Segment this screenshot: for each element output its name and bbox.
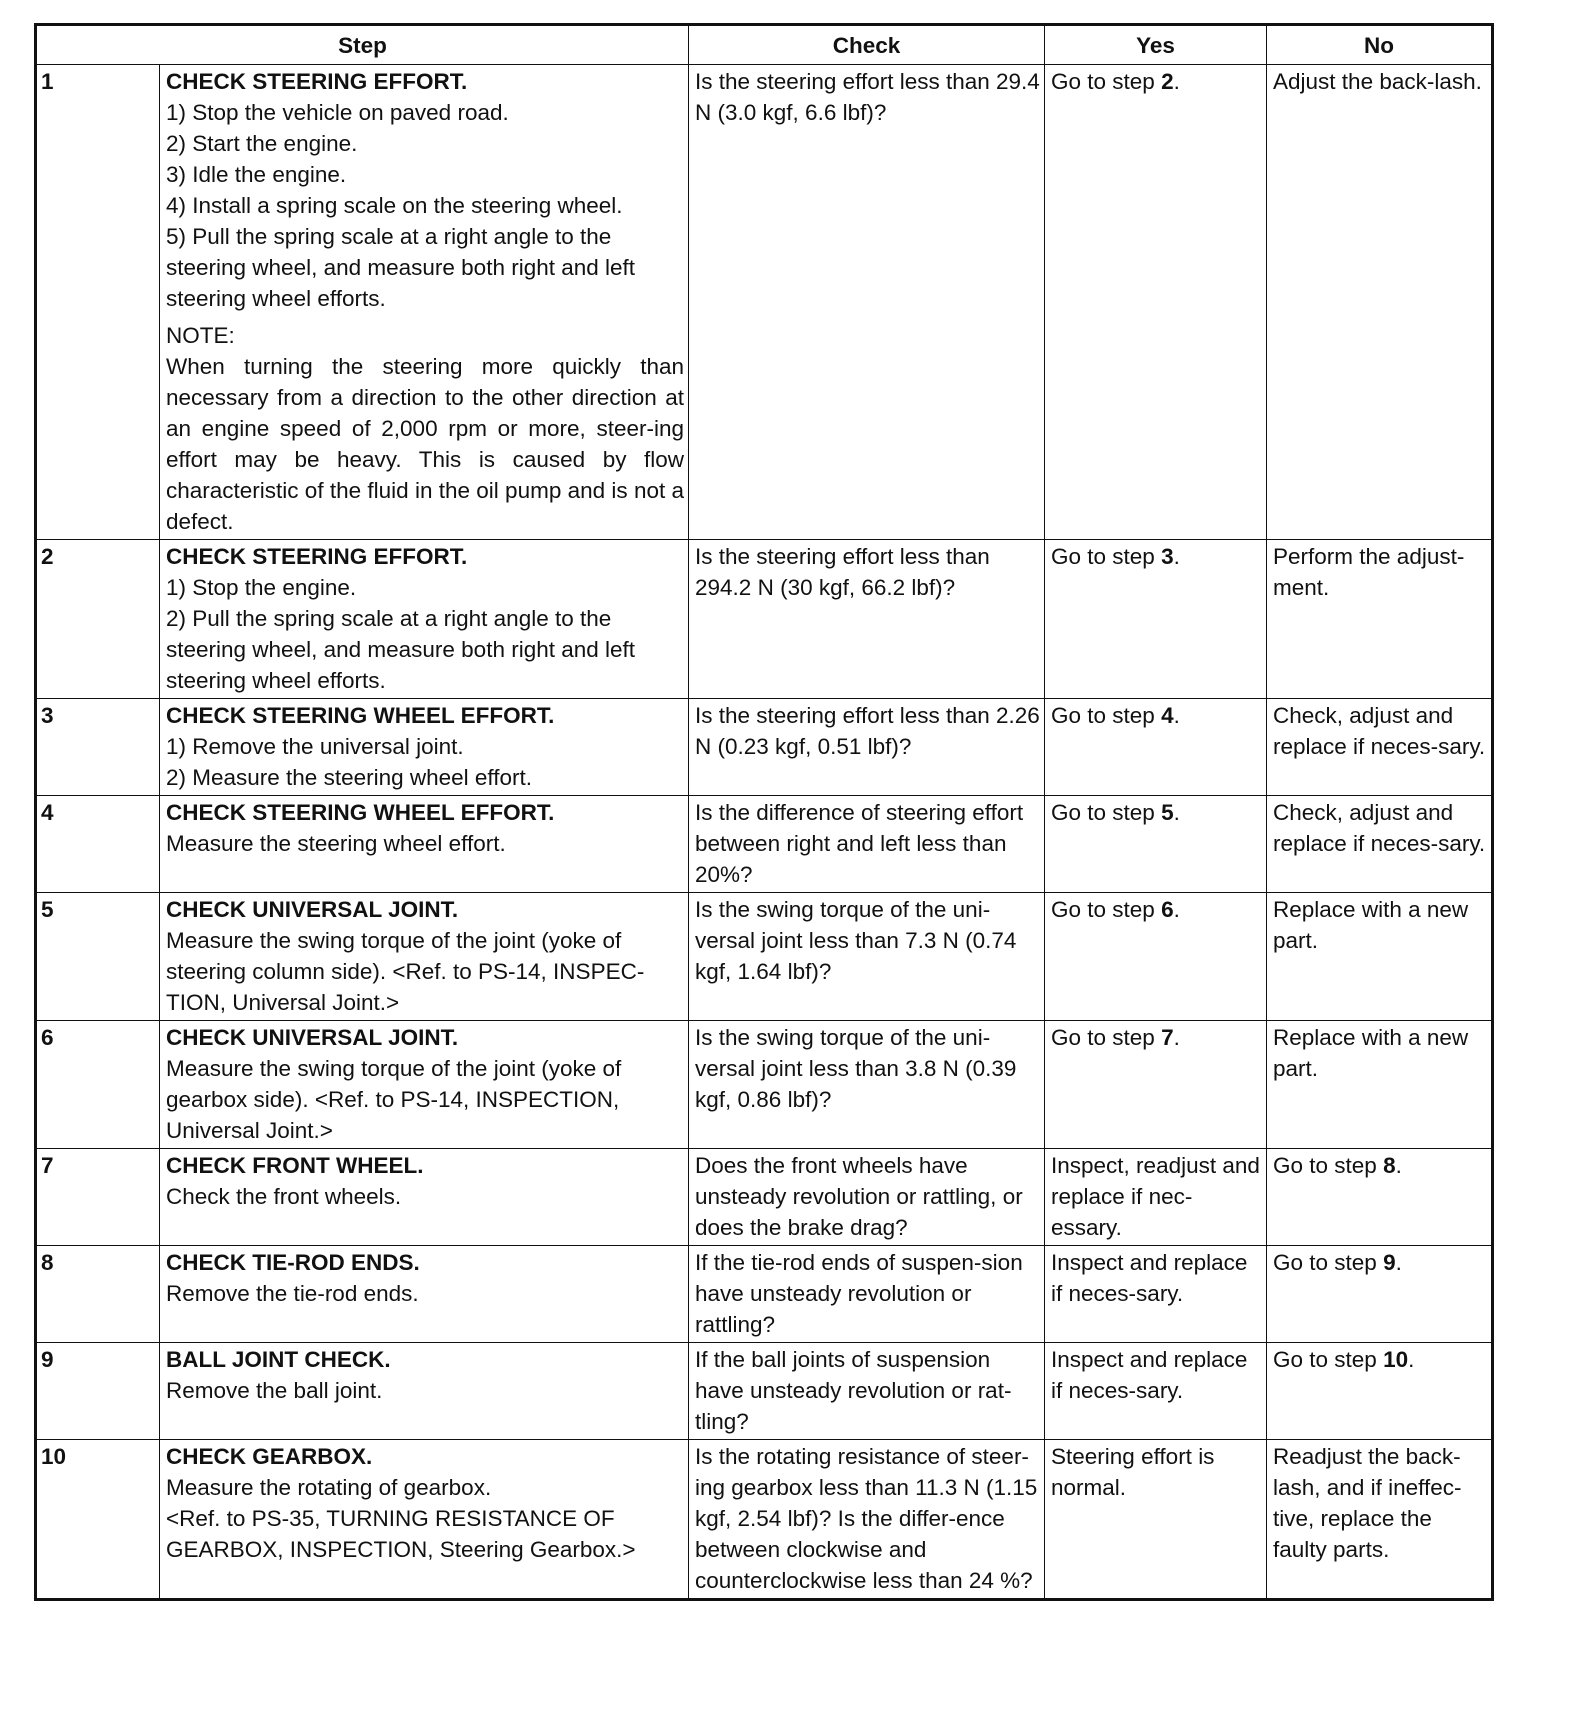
no-suffix: . (1395, 1250, 1402, 1275)
step-cell (160, 699, 689, 796)
yes-step-ref: 3 (1161, 544, 1174, 569)
no-step-ref: 10 (1383, 1347, 1409, 1372)
no-prefix: Go to step (1273, 1250, 1384, 1275)
table-row (36, 1343, 1493, 1440)
step-cell (160, 65, 689, 540)
step-title: CHECK UNIVERSAL JOINT. (166, 1025, 459, 1050)
yes-step-ref: 7 (1161, 1025, 1174, 1050)
yes-cell (1045, 796, 1267, 893)
step-cell (160, 893, 689, 1021)
step-cell (160, 1021, 689, 1149)
no-cell (1267, 893, 1493, 1021)
yes-suffix: . (1173, 897, 1180, 922)
no-text: Replace with a new part. (1273, 1025, 1469, 1081)
step-number: 6 (36, 1021, 160, 1149)
step-title: CHECK FRONT WHEEL. (166, 1153, 424, 1178)
check-text: Does the front wheels have unsteady revolution or rattling, or does the brake drag? (695, 1153, 1023, 1240)
no-step-ref: 9 (1383, 1250, 1396, 1275)
check-cell (689, 540, 1045, 699)
column-header-no: No (1267, 25, 1493, 65)
no-cell (1267, 699, 1493, 796)
column-header-yes: Yes (1045, 25, 1267, 65)
yes-suffix: . (1173, 800, 1180, 825)
yes-prefix: Go to step (1051, 69, 1162, 94)
check-cell (689, 1149, 1045, 1246)
step-cell (160, 1149, 689, 1246)
no-cell (1267, 1440, 1493, 1600)
step-cell (160, 540, 689, 699)
check-cell (689, 65, 1045, 540)
step-number: 2 (36, 540, 160, 699)
yes-step-ref: 4 (1161, 703, 1174, 728)
check-cell (689, 1021, 1045, 1149)
yes-cell (1045, 699, 1267, 796)
step-number: 5 (36, 893, 160, 1021)
step-number: 9 (36, 1343, 160, 1440)
step-cell (160, 796, 689, 893)
step-title: CHECK TIE-ROD ENDS. (166, 1250, 420, 1275)
yes-cell (1045, 893, 1267, 1021)
note-label: NOTE: (166, 323, 235, 348)
no-text: Check, adjust and replace if neces-sary. (1273, 703, 1486, 759)
yes-prefix: Go to step (1051, 703, 1162, 728)
no-text: Replace with a new part. (1273, 897, 1469, 953)
substep: 1) Stop the engine. (166, 575, 357, 600)
yes-suffix: . (1173, 703, 1180, 728)
step-number: 3 (36, 699, 160, 796)
step-body: Check the front wheels. (166, 1184, 402, 1209)
yes-cell (1045, 1021, 1267, 1149)
check-cell (689, 1343, 1045, 1440)
column-header-check: Check (689, 25, 1045, 65)
yes-cell (1045, 1149, 1267, 1246)
check-cell (689, 699, 1045, 796)
step-title: CHECK STEERING WHEEL EFFORT. (166, 800, 555, 825)
step-cell (160, 1440, 689, 1600)
no-suffix: . (1408, 1347, 1415, 1372)
table-row (36, 65, 1493, 540)
substep: 2) Pull the spring scale at a right angle to the steering wheel, and measure both right and left steering wheel efforts. (166, 606, 636, 693)
yes-prefix: Go to step (1051, 800, 1162, 825)
step-title: CHECK UNIVERSAL JOINT. (166, 897, 459, 922)
yes-cell (1045, 1246, 1267, 1343)
note-text: When turning the steering more quickly than necessary from a direction to the other direction at an engine speed of 2,000 rpm or more, steer-ing effort may be heavy. This is caused by flow characteristic of the fluid in the oil pump and is not a defect. (166, 354, 685, 534)
table-row (36, 540, 1493, 699)
yes-text: Inspect and replace if neces-sary. (1051, 1347, 1248, 1403)
step-body: Remove the ball joint. (166, 1378, 383, 1403)
substep: 1) Stop the vehicle on paved road. (166, 100, 509, 125)
no-text: Perform the adjust-ment. (1273, 544, 1465, 600)
yes-suffix: . (1173, 544, 1180, 569)
no-prefix: Go to step (1273, 1347, 1384, 1372)
check-text: Is the steering effort less than 29.4 N (3.0 kgf, 6.6 lbf)? (695, 69, 1040, 125)
substep: 2) Start the engine. (166, 131, 358, 156)
step-number: 10 (36, 1440, 160, 1600)
yes-cell (1045, 1343, 1267, 1440)
check-cell (689, 796, 1045, 893)
step-title: CHECK STEERING EFFORT. (166, 544, 468, 569)
yes-text: Steering effort is normal. (1051, 1444, 1215, 1500)
check-cell (689, 893, 1045, 1021)
no-cell (1267, 1246, 1493, 1343)
no-cell (1267, 65, 1493, 540)
yes-step-ref: 2 (1161, 69, 1174, 94)
no-cell (1267, 1149, 1493, 1246)
check-text: Is the swing torque of the uni-versal joint less than 3.8 N (0.39 kgf, 0.86 lbf)? (695, 1025, 1017, 1112)
substep: 3) Idle the engine. (166, 162, 347, 187)
step-title: BALL JOINT CHECK. (166, 1347, 391, 1372)
table-row (36, 1021, 1493, 1149)
table-row (36, 796, 1493, 893)
diagnosis-table (34, 23, 1494, 1601)
table-row (36, 699, 1493, 796)
step-number: 8 (36, 1246, 160, 1343)
no-text: Check, adjust and replace if neces-sary. (1273, 800, 1486, 856)
step-cell (160, 1343, 689, 1440)
no-prefix: Go to step (1273, 1153, 1384, 1178)
no-cell (1267, 1343, 1493, 1440)
yes-suffix: . (1173, 69, 1180, 94)
check-text: Is the steering effort less than 294.2 N (30 kgf, 66.2 lbf)? (695, 544, 990, 600)
table-row (36, 1440, 1493, 1600)
no-text: Adjust the back-lash. (1273, 69, 1482, 94)
substep: 4) Install a spring scale on the steering wheel. (166, 193, 623, 218)
step-number: 4 (36, 796, 160, 893)
step-body: Measure the swing torque of the joint (yoke of gearbox side). <Ref. to PS-14, INSPECTION, Universal Joint.> (166, 1056, 622, 1143)
check-text: If the tie-rod ends of suspen-sion have unsteady revolution or rattling? (695, 1250, 1023, 1337)
step-body: Remove the tie-rod ends. (166, 1281, 419, 1306)
step-title: CHECK STEERING WHEEL EFFORT. (166, 703, 555, 728)
check-text: Is the swing torque of the uni-versal joint less than 7.3 N (0.74 kgf, 1.64 lbf)? (695, 897, 1017, 984)
table-row (36, 1149, 1493, 1246)
yes-step-ref: 5 (1161, 800, 1174, 825)
yes-suffix: . (1173, 1025, 1180, 1050)
step-title: CHECK GEARBOX. (166, 1444, 373, 1469)
check-cell (689, 1246, 1045, 1343)
column-header-step: Step (36, 25, 689, 65)
no-cell (1267, 796, 1493, 893)
yes-prefix: Go to step (1051, 897, 1162, 922)
yes-text: Inspect and replace if neces-sary. (1051, 1250, 1248, 1306)
substep: 2) Measure the steering wheel effort. (166, 765, 533, 790)
table-row (36, 893, 1493, 1021)
check-text: Is the steering effort less than 2.26 N (0.23 kgf, 0.51 lbf)? (695, 703, 1040, 759)
step-cell (160, 1246, 689, 1343)
yes-prefix: Go to step (1051, 544, 1162, 569)
yes-cell (1045, 1440, 1267, 1600)
yes-prefix: Go to step (1051, 1025, 1162, 1050)
no-step-ref: 8 (1383, 1153, 1396, 1178)
check-cell (689, 1440, 1045, 1600)
no-cell (1267, 1021, 1493, 1149)
step-number: 7 (36, 1149, 160, 1246)
step-reference: <Ref. to PS-35, TURNING RESISTANCE OF GEARBOX, INSPECTION, Steering Gearbox.> (166, 1506, 636, 1562)
table-row (36, 1246, 1493, 1343)
step-number: 1 (36, 65, 160, 540)
yes-step-ref: 6 (1161, 897, 1174, 922)
no-text: Readjust the back-lash, and if ineffec-tive, replace the faulty parts. (1273, 1444, 1462, 1562)
header-row (36, 25, 1493, 65)
step-body: Measure the rotating of gearbox. (166, 1475, 492, 1500)
no-cell (1267, 540, 1493, 699)
check-text: Is the difference of steering effort between right and left less than 20%? (695, 800, 1024, 887)
substep: 5) Pull the spring scale at a right angle to the steering wheel, and measure both right and left steering wheel efforts. (166, 224, 636, 311)
step-body: Measure the steering wheel effort. (166, 831, 506, 856)
check-text: If the ball joints of suspension have unsteady revolution or rat-tling? (695, 1347, 1012, 1434)
step-title: CHECK STEERING EFFORT. (166, 69, 468, 94)
yes-cell (1045, 540, 1267, 699)
substep: 1) Remove the universal joint. (166, 734, 464, 759)
yes-cell (1045, 65, 1267, 540)
check-text: Is the rotating resistance of steer-ing gearbox less than 11.3 N (1.15 kgf, 2.54 lbf)? Is the differ-ence between clockwise and counterclockwise less than 24 %? (695, 1444, 1038, 1593)
no-suffix: . (1395, 1153, 1402, 1178)
step-body: Measure the swing torque of the joint (yoke of steering column side). <Ref. to PS-14, INSPEC-TION, Universal Joint.> (166, 928, 645, 1015)
yes-text: Inspect, readjust and replace if nec-essary. (1051, 1153, 1260, 1240)
